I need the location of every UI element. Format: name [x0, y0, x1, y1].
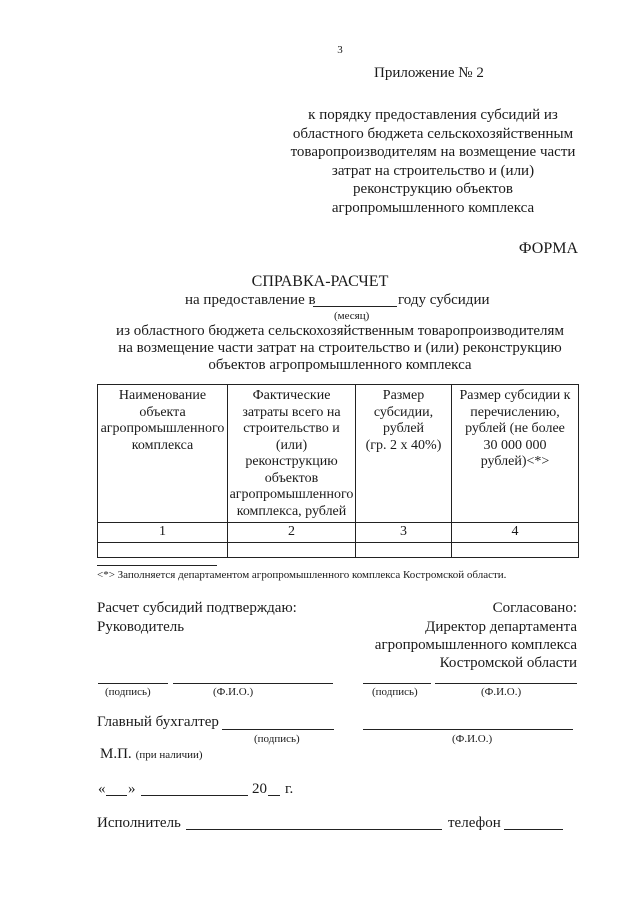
appendix-line: областного бюджета сельскохозяйственным [292, 125, 574, 142]
head-name-line[interactable] [173, 683, 333, 684]
date-year-prefix: 20 [252, 781, 267, 797]
appendix-title: Приложение № 2 [374, 65, 484, 81]
agreed-label: Согласовано: [492, 600, 577, 616]
column-number: 3 [356, 523, 452, 543]
header-cell-name: Наименование объекта агропромышленного комплекса [98, 385, 228, 523]
appendix-line: к порядку предоставления субсидий из [308, 107, 558, 123]
header-cell-subsidy: Размер субсидии, рублей (гр. 2 x 40%) [356, 385, 452, 523]
accountant-signature-line[interactable] [222, 729, 334, 730]
appendix-line: реконструкцию объектов [353, 181, 513, 197]
director-line: Костромской области [439, 655, 577, 671]
appendix-text [268, 106, 598, 217]
doc-subtitle [80, 323, 600, 374]
table-row [98, 542, 579, 557]
appendix-line: затрат на строительство и (или) [331, 162, 535, 179]
doc-subtitle-line: объектов агропромышленного комплекса [208, 357, 472, 373]
executor-label: Исполнитель [97, 815, 181, 831]
head-signature-line[interactable] [98, 683, 168, 684]
head-sign-hint: (подпись) [105, 686, 151, 698]
date-close-quote: » [128, 781, 136, 797]
doc-subtitle-line: из областного бюджета сельскохозяйственным товаропроизводителям [116, 323, 564, 339]
doc-title: СПРАВКА-РАСЧЕТ [251, 273, 389, 290]
director-name-line[interactable] [435, 683, 577, 684]
director-signature-line[interactable] [363, 683, 431, 684]
director-block [375, 618, 577, 672]
date-year-line[interactable] [268, 795, 280, 796]
accountant-name-line[interactable] [363, 729, 573, 730]
appendix-line: товаропроизводителям на возмещение части [290, 144, 576, 160]
stamp-note: (при наличии) [135, 749, 203, 761]
phone-label: телефон [448, 815, 501, 831]
page-number: 3 [337, 44, 343, 56]
footnote-separator [97, 565, 217, 566]
column-number: 2 [228, 523, 356, 543]
date-open-quote: « [98, 781, 106, 797]
table-number-row [98, 523, 579, 543]
confirm-label: Расчет субсидий подтверждаю: [97, 600, 297, 616]
stamp-block [100, 745, 203, 763]
column-number: 4 [452, 523, 579, 543]
accountant-sign-hint: (подпись) [254, 733, 300, 745]
month-hint: (месяц) [334, 310, 370, 322]
doc-subtitle-line: на возмещение части затрат на строительство и (или) реконструкцию [118, 340, 562, 356]
doc-line1-left: на предоставление в [185, 292, 316, 308]
table-cell[interactable] [98, 542, 228, 557]
date-year-suffix: г. [285, 781, 294, 797]
table-cell[interactable] [356, 542, 452, 557]
executor-name-line[interactable] [186, 829, 442, 830]
header-cell-costs: Фактические затраты всего на строительство и (или) реконструкцию объектов агропромышленного комплекса, рублей [228, 385, 356, 523]
phone-line[interactable] [504, 829, 563, 830]
head-name-hint: (Ф.И.О.) [213, 686, 254, 698]
accountant-label: Главный бухгалтер [97, 714, 219, 730]
header-cell-transfer: Размер субсидии к перечислению, рублей (не более 30 000 000 рублей)<*> [452, 385, 579, 523]
doc-line1-right: году субсидии [398, 292, 490, 308]
date-day-line[interactable] [106, 795, 127, 796]
form-label: ФОРМА [518, 240, 578, 257]
head-label: Руководитель [97, 619, 185, 635]
calculation-table [97, 384, 579, 558]
column-number: 1 [98, 523, 228, 543]
table-header-row [98, 385, 579, 523]
accountant-name-hint: (Ф.И.О.) [452, 733, 493, 745]
director-line: агропромышленного комплекса [374, 637, 577, 653]
date-month-line[interactable] [141, 795, 248, 796]
director-sign-hint: (подпись) [372, 686, 418, 698]
month-field-line [313, 306, 397, 307]
director-name-hint: (Ф.И.О.) [481, 686, 522, 698]
director-line: Директор департамента [425, 619, 577, 635]
stamp-label: М.П. [100, 746, 132, 762]
appendix-line: агропромышленного комплекса [331, 199, 535, 216]
table-cell[interactable] [228, 542, 356, 557]
footnote: <*> Заполняется департаментом агропромышленного комплекса Костромской области. [97, 569, 507, 581]
table-cell[interactable] [452, 542, 579, 557]
